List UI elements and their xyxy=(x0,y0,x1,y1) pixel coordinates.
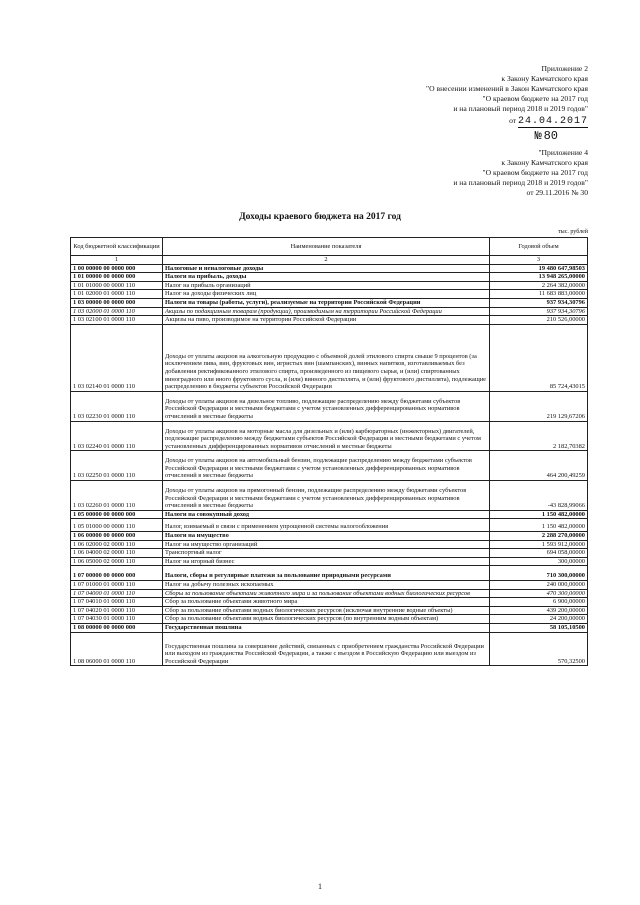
table-row xyxy=(71,549,588,558)
row-name: Доходы от уплаты акцизов на прямогонный бензин, подлежащие распределению между бюджетами субъектов Российской Федерации и местными бюджетами с учетом установленных дифференцированных нормативов отчислений в местные бюджеты xyxy=(163,481,490,511)
table-row xyxy=(71,589,588,598)
handwritten-date: 24.04.2017 xyxy=(517,116,588,127)
row-code: 1 03 00000 00 0000 000 xyxy=(71,298,163,307)
row-value: 24 200,00000 xyxy=(490,615,588,624)
table-row xyxy=(71,598,588,607)
table-row xyxy=(71,581,588,590)
header-number-line xyxy=(426,131,558,142)
row-code: 1 06 05000 02 0000 110 xyxy=(71,557,163,566)
document-title: Доходы краевого бюджета на 2017 год xyxy=(239,212,401,222)
table-body xyxy=(71,256,588,666)
row-code: 1 03 02140 01 0000 110 xyxy=(71,324,163,391)
row-value: 210 526,00000 xyxy=(490,316,588,325)
row-value: 219 129,67206 xyxy=(490,391,588,421)
row-value: 300,00000 xyxy=(490,557,588,566)
column-index-row xyxy=(71,256,588,265)
row-code: 1 06 02000 02 0000 110 xyxy=(71,540,163,549)
row-value: 2 182,70382 xyxy=(490,421,588,451)
header-line: от 29.11.2016 № 30 xyxy=(526,188,588,197)
table-row xyxy=(71,481,588,511)
row-code: 1 08 06000 01 0000 110 xyxy=(71,632,163,666)
row-name: Налоги на имущество xyxy=(163,532,490,541)
row-value: -43 828,99066 xyxy=(490,481,588,511)
table-row xyxy=(71,540,588,549)
header-date-line xyxy=(426,116,588,128)
row-name: Налоговые и неналоговые доходы xyxy=(163,264,490,273)
date-prefix: от xyxy=(509,116,517,125)
table-row xyxy=(71,557,588,566)
number-prefix: № xyxy=(534,129,542,143)
header-line: к Закону Камчатского края xyxy=(501,158,588,167)
column-index: 2 xyxy=(163,256,490,265)
header-line: и на плановый период 2018 и 2019 годов" xyxy=(453,178,588,187)
row-value: 19 480 647,98503 xyxy=(490,264,588,273)
row-value: 570,32500 xyxy=(490,632,588,666)
row-code: 1 06 00000 00 0000 000 xyxy=(71,532,163,541)
row-name: Транспортный налог xyxy=(163,549,490,558)
table-row xyxy=(71,606,588,615)
row-name: Сбор за пользование объектами животного мира xyxy=(163,598,490,607)
approval-header-top xyxy=(426,64,588,142)
header-line: и на плановый период 2018 и 2019 годов" xyxy=(453,104,588,113)
row-name: Доходы от уплаты акцизов на автомобильный бензин, подлежащие распределению между бюджетами субъектов Российской Федерации и местными бюджетами с учетом установленных дифференцированных нормативов отчислений в местные бюджеты xyxy=(163,451,490,481)
row-code: 1 03 02230 01 0000 110 xyxy=(71,391,163,421)
row-code: 1 03 02000 01 0000 110 xyxy=(71,307,163,316)
column-index: 3 xyxy=(490,256,588,265)
row-name: Налог, взимаемый в связи с применением упрощенной системы налогообложения xyxy=(163,519,490,532)
row-name: Доходы от уплаты акцизов на дизельное топливо, подлежащие распределению между бюджетами субъектов Российской Федерации и местными бюджетами с учетом установленных дифференцированных нормативов отчислений в местные бюджеты xyxy=(163,391,490,421)
row-value: 2 264 382,00000 xyxy=(490,281,588,290)
table-row xyxy=(71,391,588,421)
row-code: 1 03 02260 01 0000 110 xyxy=(71,481,163,511)
row-code: 1 07 04030 01 0000 110 xyxy=(71,615,163,624)
header-line: Приложение 2 xyxy=(541,64,588,73)
row-name: Сбор за пользование объектами водных биологических ресурсов (исключая внутренние водные объекты) xyxy=(163,606,490,615)
row-code: 1 01 02000 01 0000 110 xyxy=(71,290,163,299)
row-code: 1 07 00000 00 0000 000 xyxy=(71,566,163,581)
row-code: 1 03 02250 01 0000 110 xyxy=(71,451,163,481)
table-row xyxy=(71,316,588,325)
row-name: Доходы от уплаты акцизов на алкогольную продукцию с объемной долей этилового спирта свыше 9 процентов (за исключением пива, вин, фруктовых вин, игристых вин (шампанских), винных напитков, изготавливаемых без добавления ректификованного этилового спирта, произведенного из пищевого сырья, и (или) спиртованных виноградного или иного фруктового сусла, и (или) винного дистиллята, и (или) фруктового дистиллята), подлежащие распределению в бюджеты субъектов Российской Федерации xyxy=(163,324,490,391)
revenue-table xyxy=(70,237,588,666)
row-value: 937 934,30796 xyxy=(490,298,588,307)
table-row xyxy=(71,281,588,290)
row-name: Акцизы по подакцизным товарам (продукции), производимым на территории Российской Федерации xyxy=(163,307,490,316)
row-code: 1 00 00000 00 0000 000 xyxy=(71,264,163,273)
row-code: 1 06 04000 02 0000 110 xyxy=(71,549,163,558)
row-name: Налоги на товары (работы, услуги), реализуемые на территории Российской Федерации xyxy=(163,298,490,307)
row-value: 439 200,00000 xyxy=(490,606,588,615)
row-code: 1 03 02100 01 0000 110 xyxy=(71,316,163,325)
row-code: 1 07 04000 01 0000 110 xyxy=(71,589,163,598)
row-value: 1 593 912,00000 xyxy=(490,540,588,549)
column-header-code: Код бюджетной классификации xyxy=(71,238,163,256)
table-row xyxy=(71,421,588,451)
row-value: 1 150 482,00000 xyxy=(490,519,588,532)
units-label: тыс. рублей xyxy=(558,229,588,235)
row-name: Налог на добычу полезных ископаемых xyxy=(163,581,490,590)
header-line: "Приложение 4 xyxy=(538,148,588,157)
row-code: 1 05 01000 00 0000 110 xyxy=(71,519,163,532)
row-value: 937 934,30796 xyxy=(490,307,588,316)
row-value: 240 000,00000 xyxy=(490,581,588,590)
row-code: 1 05 00000 00 0000 000 xyxy=(71,510,163,519)
table-row xyxy=(71,615,588,624)
column-header-value: Годовой объем xyxy=(490,238,588,256)
table-row xyxy=(71,264,588,273)
table-row xyxy=(71,298,588,307)
handwritten-number: 80 xyxy=(543,129,558,143)
row-code: 1 01 01000 00 0000 110 xyxy=(71,281,163,290)
table-row xyxy=(71,519,588,532)
page-number: 1 xyxy=(318,882,322,891)
header-line: к Закону Камчатского края xyxy=(501,74,588,83)
row-value: 2 288 270,00000 xyxy=(490,532,588,541)
row-name: Налоги на прибыль, доходы xyxy=(163,273,490,282)
row-name: Налог на игорный бизнес xyxy=(163,557,490,566)
row-code: 1 01 00000 00 0000 000 xyxy=(71,273,163,282)
table-row xyxy=(71,451,588,481)
row-value: 710 300,00000 xyxy=(490,566,588,581)
row-value: 1 150 482,00000 xyxy=(490,510,588,519)
table-row xyxy=(71,307,588,316)
row-name: Акцизы на пиво, производимое на территории Российской Федерации xyxy=(163,316,490,325)
row-name: Сбор за пользование объектами водных биологических ресурсов (по внутренним водным объектам) xyxy=(163,615,490,624)
row-code: 1 07 04010 01 0000 110 xyxy=(71,598,163,607)
row-name: Налог на прибыль организаций xyxy=(163,281,490,290)
row-name: Доходы от уплаты акцизов на моторные масла для дизельных и (или) карбюраторных (инжекторных) двигателей, подлежащие распределению между бюджетами субъектов Российской Федерации и местными бюджетами с учетом установленных дифференцированных нормативов отчислений в местные бюджеты xyxy=(163,421,490,451)
row-name: Государственная пошлина xyxy=(163,623,490,632)
header-line: "О краевом бюджете на 2017 год xyxy=(482,168,588,177)
column-index: 1 xyxy=(71,256,163,265)
table-row xyxy=(71,623,588,632)
column-header-name: Наименование показателя xyxy=(163,238,490,256)
row-value: 58 105,10500 xyxy=(490,623,588,632)
row-value: 464 200,49259 xyxy=(490,451,588,481)
header-line: "О внесении изменений в Закон Камчатского края xyxy=(426,84,588,93)
table-row xyxy=(71,290,588,299)
row-code: 1 07 04020 01 0000 110 xyxy=(71,606,163,615)
table-row xyxy=(71,532,588,541)
table-row xyxy=(71,510,588,519)
row-name: Налог на доходы физических лиц xyxy=(163,290,490,299)
row-name: Сборы за пользование объектами животного мира и за пользование объектами водных биологических ресурсов xyxy=(163,589,490,598)
row-code: 1 08 00000 00 0000 000 xyxy=(71,623,163,632)
table-row xyxy=(71,632,588,666)
row-value: 85 724,43015 xyxy=(490,324,588,391)
row-name: Налоги, сборы и регулярные платежи за пользование природными ресурсами xyxy=(163,566,490,581)
row-value: 6 900,00000 xyxy=(490,598,588,607)
row-value: 470 300,00000 xyxy=(490,589,588,598)
header-line: "О краевом бюджете на 2017 год xyxy=(482,94,588,103)
row-name: Налог на имущество организаций xyxy=(163,540,490,549)
table-row xyxy=(71,324,588,391)
approval-header-bottom xyxy=(453,148,588,198)
row-value: 694 058,00000 xyxy=(490,549,588,558)
row-name: Налоги на совокупный доход xyxy=(163,510,490,519)
table-row xyxy=(71,273,588,282)
row-value: 13 948 265,00000 xyxy=(490,273,588,282)
row-value: 11 683 883,00000 xyxy=(490,290,588,299)
row-code: 1 07 01000 01 0000 110 xyxy=(71,581,163,590)
table-row xyxy=(71,566,588,581)
row-name: Государственная пошлина за совершение действий, связанных с приобретением гражданства Российской Федерации или выходом из гражданства Российской Федерации, а также с въездом в Российскую Федерацию или выездом из Российской Федерации xyxy=(163,632,490,666)
row-code: 1 03 02240 01 0000 110 xyxy=(71,421,163,451)
